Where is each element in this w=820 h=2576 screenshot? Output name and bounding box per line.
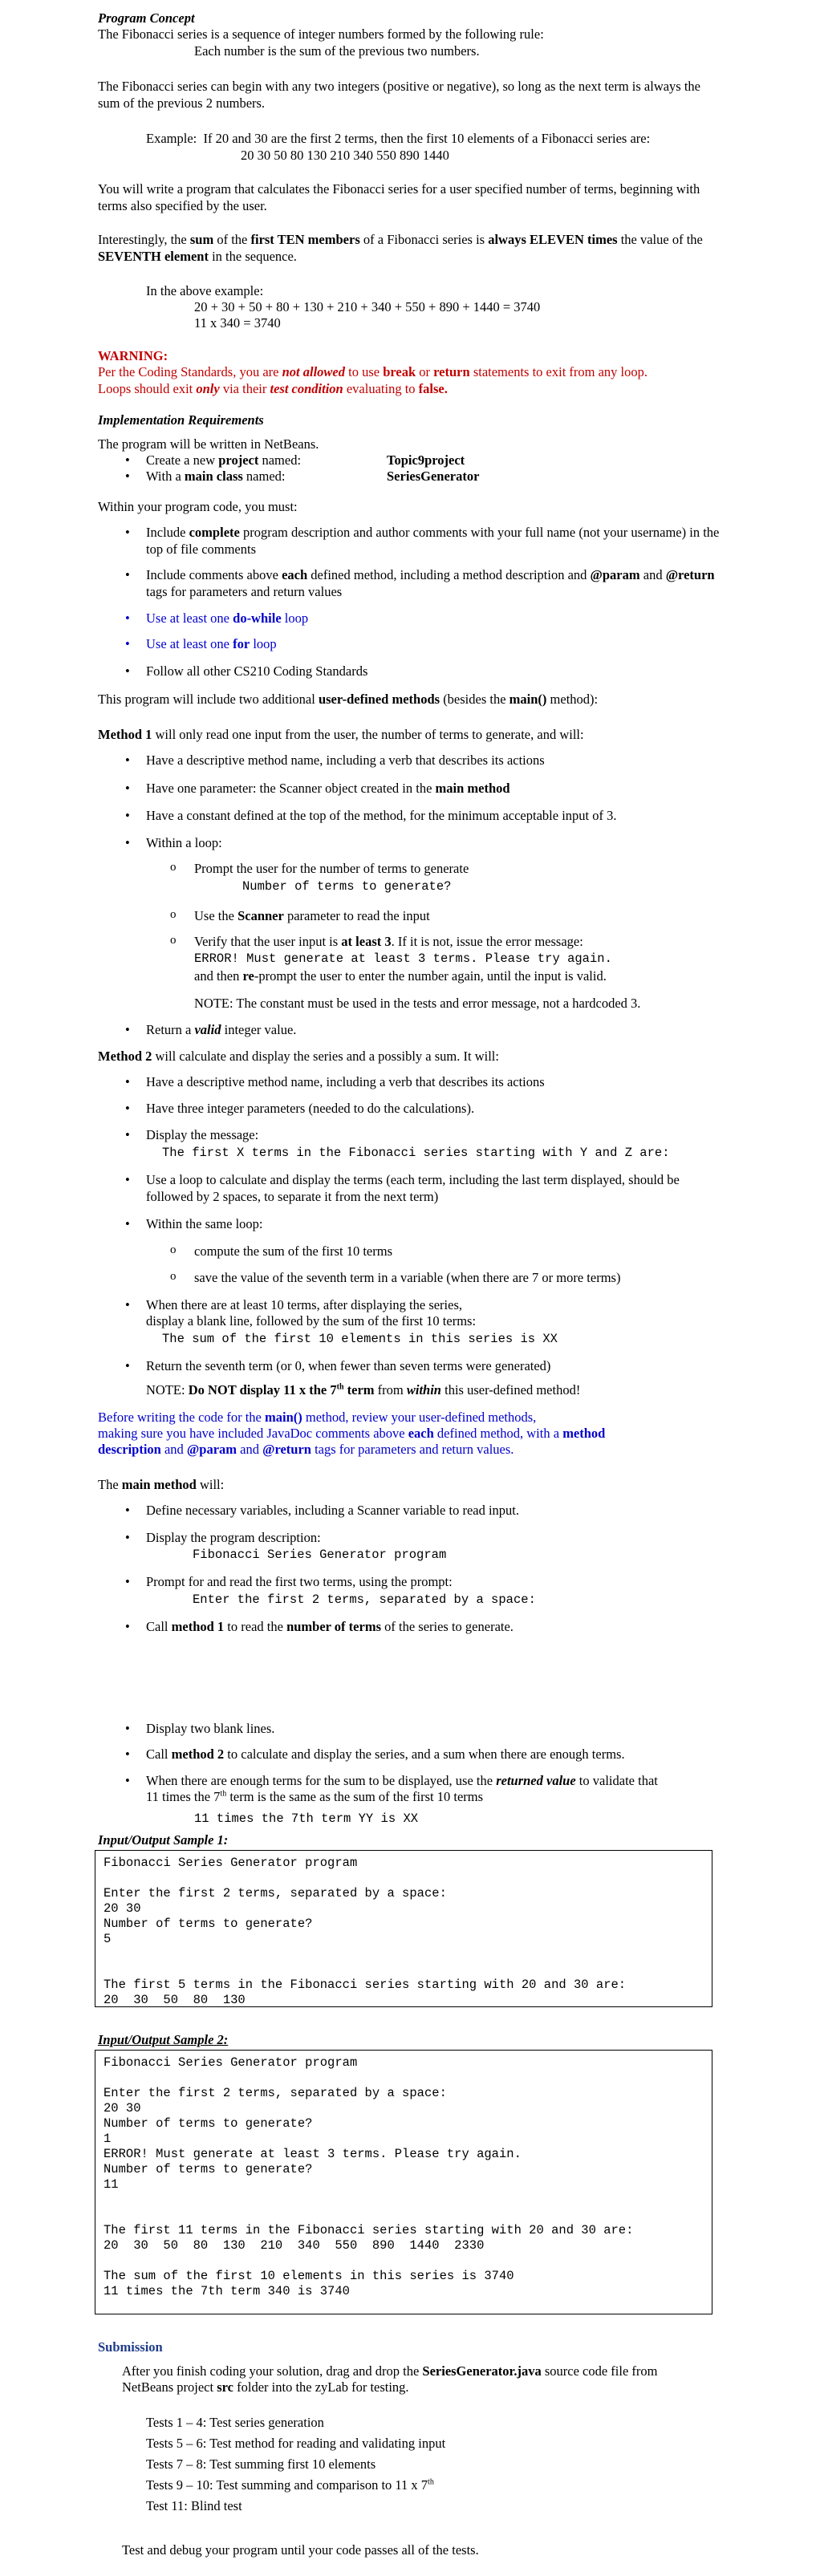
t: main class: [184, 469, 243, 484]
t: Within a loop:: [146, 835, 222, 850]
t: user-defined methods: [318, 692, 440, 707]
t: method, review your user-defined methods,: [302, 1410, 537, 1425]
main-b3-code: Enter the first 2 terms, separated by a space:: [193, 1592, 536, 1607]
m2-b4: [125, 1171, 724, 1206]
t: test condition: [270, 381, 343, 396]
example-line: [146, 130, 650, 147]
m2-b6-code: The sum of the first 10 elements in this series is XX: [162, 1332, 558, 1346]
t: method 2: [171, 1746, 225, 1762]
t: @param: [186, 1442, 237, 1457]
t: defined method, including a method description and: [307, 567, 591, 582]
concept-intro: The Fibonacci series is a sequence of integer numbers formed by the following rule:: [98, 26, 544, 42]
t: term is the same as the sum of the first 10 terms: [226, 1789, 484, 1804]
t: (besides the: [440, 692, 509, 707]
bullet: •: [125, 525, 130, 540]
main-b5: [125, 1720, 275, 1737]
m1-o3: [170, 933, 583, 950]
main-intro: [98, 1476, 224, 1493]
m2-b3: [125, 1126, 259, 1143]
sample1-heading: Input/Output Sample 1:: [98, 1832, 229, 1848]
t: compute the sum of the first 10 terms: [194, 1243, 392, 1259]
t: via their: [219, 381, 270, 396]
t: sum: [189, 232, 214, 247]
t: to calculate and display the series, and a sum when there are enough terms.: [224, 1746, 625, 1762]
m1-o3-note: NOTE: The constant must be used in the tests and error message, not a hardcoded 3.: [194, 996, 641, 1011]
t: program description and author comments with your full name (not your username) in the top of file comments: [146, 525, 720, 558]
t: false.: [418, 381, 448, 396]
bullet: •: [125, 1358, 130, 1373]
t: Have a constant defined at the top of the method, for the minimum acceptable input of 3.: [146, 808, 617, 823]
req-4: [125, 635, 277, 652]
bullet: •: [125, 1746, 130, 1762]
bullet: o: [170, 861, 177, 874]
bullet: o: [170, 934, 177, 947]
m2-o2: [170, 1269, 621, 1286]
t: project: [218, 452, 259, 468]
t: main method: [121, 1477, 197, 1492]
bullet: •: [125, 835, 130, 850]
t: -prompt the user to enter the number again, until the input is valid.: [254, 968, 607, 984]
t: method):: [546, 692, 599, 707]
bullet: o: [170, 908, 177, 921]
t: Have a descriptive method name, including a verb that describes its actions: [146, 753, 545, 768]
warning-line2: [98, 380, 448, 397]
t: evaluating to: [343, 381, 419, 396]
before-l1: [98, 1409, 536, 1426]
t: each: [408, 1426, 434, 1441]
warning-title: WARNING:: [98, 348, 168, 363]
bullet: •: [125, 781, 130, 796]
test-5: Test 11: Blind test: [146, 2498, 242, 2513]
t: . If it is not, issue the error message:: [391, 934, 583, 949]
t: source code file from: [541, 2363, 658, 2379]
concept-para4: [98, 231, 732, 266]
t: Verify that the user input is: [194, 934, 342, 949]
bullet: •: [125, 1530, 130, 1545]
t: making sure you have included JavaDoc comments above: [98, 1426, 408, 1441]
t: description: [98, 1442, 161, 1457]
t: folder into the zyLab for testing.: [233, 2379, 409, 2395]
t: of the series to generate.: [381, 1619, 514, 1634]
concept-para2: The Fibonacci series can begin with any two integers (positive or negative), so long as the next term is always the sum of the previous 2 numbers.: [98, 79, 701, 112]
t: The: [98, 1477, 122, 1492]
t: will only read one input from the user, the number of terms to generate, and will:: [152, 727, 584, 742]
t: loop: [250, 636, 277, 651]
m2-b6-l2: display a blank line, followed by the sum of the first 10 terms:: [146, 1313, 477, 1329]
above-mult: 11 x 340 = 3740: [194, 315, 281, 331]
t: always ELEVEN times: [488, 232, 618, 247]
impl-methods: [98, 691, 598, 708]
t: After you finish coding your solution, drag and drop the: [122, 2363, 423, 2379]
m2-o1: [170, 1243, 392, 1260]
bullet: o: [170, 1270, 177, 1283]
m2-b5: [125, 1215, 263, 1232]
method2-intro: [98, 1048, 499, 1065]
bullet: •: [125, 567, 130, 582]
m1-b3: [125, 807, 617, 824]
main-b1: [125, 1502, 520, 1519]
t: will:: [196, 1477, 225, 1492]
t: tags for parameters and return values: [146, 584, 343, 600]
t: of the: [213, 232, 251, 247]
above-label: In the above example:: [146, 283, 264, 298]
t: Use the: [194, 908, 238, 923]
t: Interestingly, the: [98, 232, 190, 247]
t: Display the message:: [146, 1127, 259, 1142]
bullet: •: [125, 452, 130, 468]
t: Follow all other CS210 Coding Standards: [146, 663, 368, 679]
t: Return a: [146, 1022, 195, 1037]
t: Call: [146, 1746, 172, 1762]
t: Do NOT display 11 x the 7: [188, 1382, 337, 1398]
example-text: If 20 and 30 are the first 2 terms, then the first 10 elements of a Fibonacci series are:: [203, 131, 651, 146]
bullet: •: [125, 1127, 130, 1142]
t: th: [336, 1382, 344, 1392]
impl-main-class: [125, 468, 286, 485]
t: @return: [665, 567, 715, 582]
t: save the value of the seventh term in a variable (when there are 7 or more terms): [194, 1270, 621, 1285]
t: Before writing the code for the: [98, 1410, 266, 1425]
main-class-name: SeriesGenerator: [387, 469, 480, 484]
bullet: •: [125, 636, 130, 651]
main-b3: [125, 1573, 453, 1590]
t: src: [217, 2379, 233, 2395]
t: main(): [509, 692, 547, 707]
t: loop: [281, 611, 309, 626]
bullet: •: [125, 808, 130, 823]
t: return: [433, 364, 470, 379]
test-3: Tests 7 – 8: Test summing first 10 elements: [146, 2456, 376, 2472]
t: the value of the: [617, 232, 703, 247]
t: Have one parameter: the Scanner object created in the: [146, 781, 436, 796]
impl-netbeans: The program will be written in NetBeans.: [98, 436, 319, 452]
t: Call: [146, 1619, 172, 1634]
t: named:: [242, 469, 286, 484]
main-b7-l2: [146, 1788, 483, 1805]
t: number of terms: [286, 1619, 381, 1634]
t: 11 times the 7: [146, 1789, 221, 1804]
main-b6: [125, 1746, 625, 1763]
t: NOTE:: [146, 1382, 189, 1398]
m2-b7: [125, 1357, 551, 1374]
t: term: [343, 1382, 375, 1398]
t: will calculate and display the series and a possibly a sum. It will:: [152, 1049, 499, 1064]
t: NetBeans project: [122, 2379, 217, 2395]
main-b7: [125, 1772, 658, 1789]
t: Create a new: [146, 452, 219, 468]
t: Per the Coding Standards, you are: [98, 364, 282, 379]
t: and then: [194, 968, 243, 984]
t: tags for parameters and return values.: [311, 1442, 514, 1457]
m1-b5: [125, 1021, 297, 1038]
t: Return the seventh term (or 0, when fewer than seven terms were generated): [146, 1358, 551, 1373]
t: This program will include two additional: [98, 692, 319, 707]
impl-heading: Implementation Requirements: [98, 412, 264, 428]
t: Have a descriptive method name, including a verb that describes its actions: [146, 1074, 545, 1089]
concept-para3: You will write a program that calculates the Fibonacci series for a user specified number of terms, beginning with terms also specified by the user.: [98, 181, 700, 214]
t: Define necessary variables, including a Scanner variable to read input.: [146, 1503, 520, 1518]
t: Method 1: [98, 727, 152, 742]
m2-note: [146, 1381, 580, 1398]
t: Prompt the user for the number of terms to generate: [194, 861, 469, 876]
req-5: [125, 663, 368, 679]
t: @return: [262, 1442, 311, 1457]
t: and: [639, 567, 666, 582]
impl-within: Within your program code, you must:: [98, 499, 298, 514]
req-1: [125, 524, 724, 558]
t: main(): [265, 1410, 302, 1425]
t: Use at least one: [146, 636, 233, 651]
t: each: [282, 567, 308, 582]
t: first TEN members: [250, 232, 360, 247]
sample1-output: Fibonacci Series Generator program Enter the first 2 terms, separated by a space: 20 30 Number of terms to generate? 5 The first 5 terms in the Fibonacci series starting with 20 and 30 are: 20 30 50 80 130: [95, 1850, 712, 2007]
bullet: •: [125, 663, 130, 679]
t: integer value.: [221, 1022, 297, 1037]
t: With a: [146, 469, 185, 484]
submission-heading: Submission: [98, 2339, 163, 2355]
warning-line1: [98, 363, 647, 380]
t: Scanner: [237, 908, 284, 923]
t: to validate that: [575, 1773, 658, 1788]
t: th: [220, 1789, 227, 1799]
m1-o3-after: [194, 968, 607, 984]
test-2: Tests 5 – 6: Test method for reading and validating input: [146, 2436, 446, 2451]
t: Prompt for and read the first two terms, using the prompt:: [146, 1574, 453, 1589]
m1-o3-code: ERROR! Must generate at least 3 terms. Please try again.: [194, 951, 612, 966]
bullet: •: [125, 1503, 130, 1518]
t: SEVENTH element: [98, 249, 209, 265]
impl-project: [125, 452, 302, 469]
bullet: o: [170, 1243, 177, 1256]
t: to use: [344, 364, 384, 379]
req-3: [125, 610, 309, 627]
t: re: [242, 968, 254, 984]
t: Method 2: [98, 1049, 152, 1064]
t: this user-defined method!: [440, 1382, 581, 1398]
m2-b3-code: The first X terms in the Fibonacci series starting with Y and Z are:: [162, 1146, 670, 1160]
t: not allowed: [282, 364, 345, 379]
t: do-while: [233, 611, 282, 626]
t: SeriesGenerator.java: [422, 2363, 542, 2379]
main-b7-code: 11 times the 7th term YY is XX: [194, 1811, 419, 1826]
t: Include: [146, 525, 189, 540]
m2-b6: [125, 1296, 463, 1313]
submission-final: Test and debug your program until your code passes all of the tests.: [122, 2542, 479, 2558]
t: Display the program description:: [146, 1530, 321, 1545]
test-4: [146, 2477, 434, 2493]
t: parameter to read the input: [283, 908, 430, 923]
m1-b4: [125, 834, 222, 851]
bullet: •: [125, 1172, 130, 1187]
t: and: [237, 1442, 263, 1457]
t: th: [428, 2477, 434, 2487]
m1-b2: [125, 780, 510, 797]
submission-p1-l2: [122, 2379, 409, 2395]
t: at least 3: [341, 934, 392, 949]
submission-p1: [122, 2363, 658, 2379]
before-l3: [98, 1441, 514, 1458]
t: of a Fibonacci series is: [359, 232, 489, 247]
t: Use a loop to calculate and display the terms (each term, including the last term displayed, should be followed by 2 spaces, to separate it from the next term): [146, 1172, 680, 1205]
t: @param: [590, 567, 640, 582]
t: to read the: [224, 1619, 287, 1634]
t: within: [406, 1382, 441, 1398]
concept-rule: Each number is the sum of the previous two numbers.: [194, 43, 480, 59]
bullet: •: [125, 1297, 130, 1312]
t: or: [416, 364, 434, 379]
t: Use at least one: [146, 611, 233, 626]
t: complete: [189, 525, 240, 540]
t: When there are enough terms for the sum to be displayed, use the: [146, 1773, 497, 1788]
t: returned value: [496, 1773, 576, 1788]
bullet: •: [125, 1022, 130, 1037]
bullet: •: [125, 1721, 130, 1736]
above-sum: 20 + 30 + 50 + 80 + 130 + 210 + 340 + 550 + 890 + 1440 = 3740: [194, 299, 541, 314]
bullet: •: [125, 611, 130, 626]
t: and: [160, 1442, 187, 1457]
test-1: Tests 1 – 4: Test series generation: [146, 2415, 324, 2430]
m2-b1: [125, 1073, 545, 1090]
main-b4: [125, 1618, 514, 1635]
t: Have three integer parameters (needed to do the calculations).: [146, 1101, 475, 1116]
bullet: •: [125, 1216, 130, 1231]
main-b2-code: Fibonacci Series Generator program: [193, 1548, 447, 1562]
example-series: 20 30 50 80 130 210 340 550 890 1440: [241, 148, 449, 163]
t: valid: [194, 1022, 221, 1037]
t: When there are at least 10 terms, after displaying the series,: [146, 1297, 463, 1312]
bullet: •: [125, 753, 130, 768]
t: Loops should exit: [98, 381, 197, 396]
t: in the sequence.: [208, 249, 297, 265]
concept-heading: Program Concept: [98, 10, 195, 26]
bullet: •: [125, 469, 130, 484]
sample2-output: Fibonacci Series Generator program Enter the first 2 terms, separated by a space: 20 30 Number of terms to generate? 1 ERROR! Must generate at least 3 terms. Please try again. Number of terms to generate? 11 The first 11 terms in the Fibonacci series starting with 20 and 30 are: 20 30 50 80 130 210 340 550 890 1440 2330 The sum of the first 10 elements in this series is 3740 11 times the 7th term 340 is 3740: [95, 2050, 712, 2314]
bullet: •: [125, 1619, 130, 1634]
t: from: [374, 1382, 407, 1398]
project-name: Topic9project: [387, 452, 465, 468]
t: Include comments above: [146, 567, 282, 582]
m1-o2: [170, 907, 430, 924]
before-l2: [98, 1425, 605, 1442]
t: Display two blank lines.: [146, 1721, 275, 1736]
example-label: Example:: [146, 131, 197, 146]
m1-o1-code: Number of terms to generate?: [242, 879, 452, 894]
t: Tests 9 – 10: Test summing and comparison to 11 x 7: [146, 2477, 428, 2493]
t: main method: [435, 781, 510, 796]
t: method 1: [171, 1619, 225, 1634]
t: only: [196, 381, 220, 396]
t: method: [562, 1426, 606, 1441]
t: for: [233, 636, 250, 651]
bullet: •: [125, 1101, 130, 1116]
main-b2: [125, 1529, 321, 1546]
t: defined method, with a: [433, 1426, 563, 1441]
req-2: [125, 566, 724, 601]
t: Within the same loop:: [146, 1216, 263, 1231]
t: statements to exit from any loop.: [469, 364, 648, 379]
t: named:: [258, 452, 302, 468]
m1-o1: [170, 860, 469, 877]
bullet: •: [125, 1574, 130, 1589]
m2-b2: [125, 1100, 475, 1117]
bullet: •: [125, 1773, 130, 1788]
sample2-heading: Input/Output Sample 2:: [98, 2032, 229, 2047]
method1-intro: [98, 726, 584, 743]
bullet: •: [125, 1074, 130, 1089]
t: break: [383, 364, 416, 379]
m1-b1: [125, 752, 545, 769]
